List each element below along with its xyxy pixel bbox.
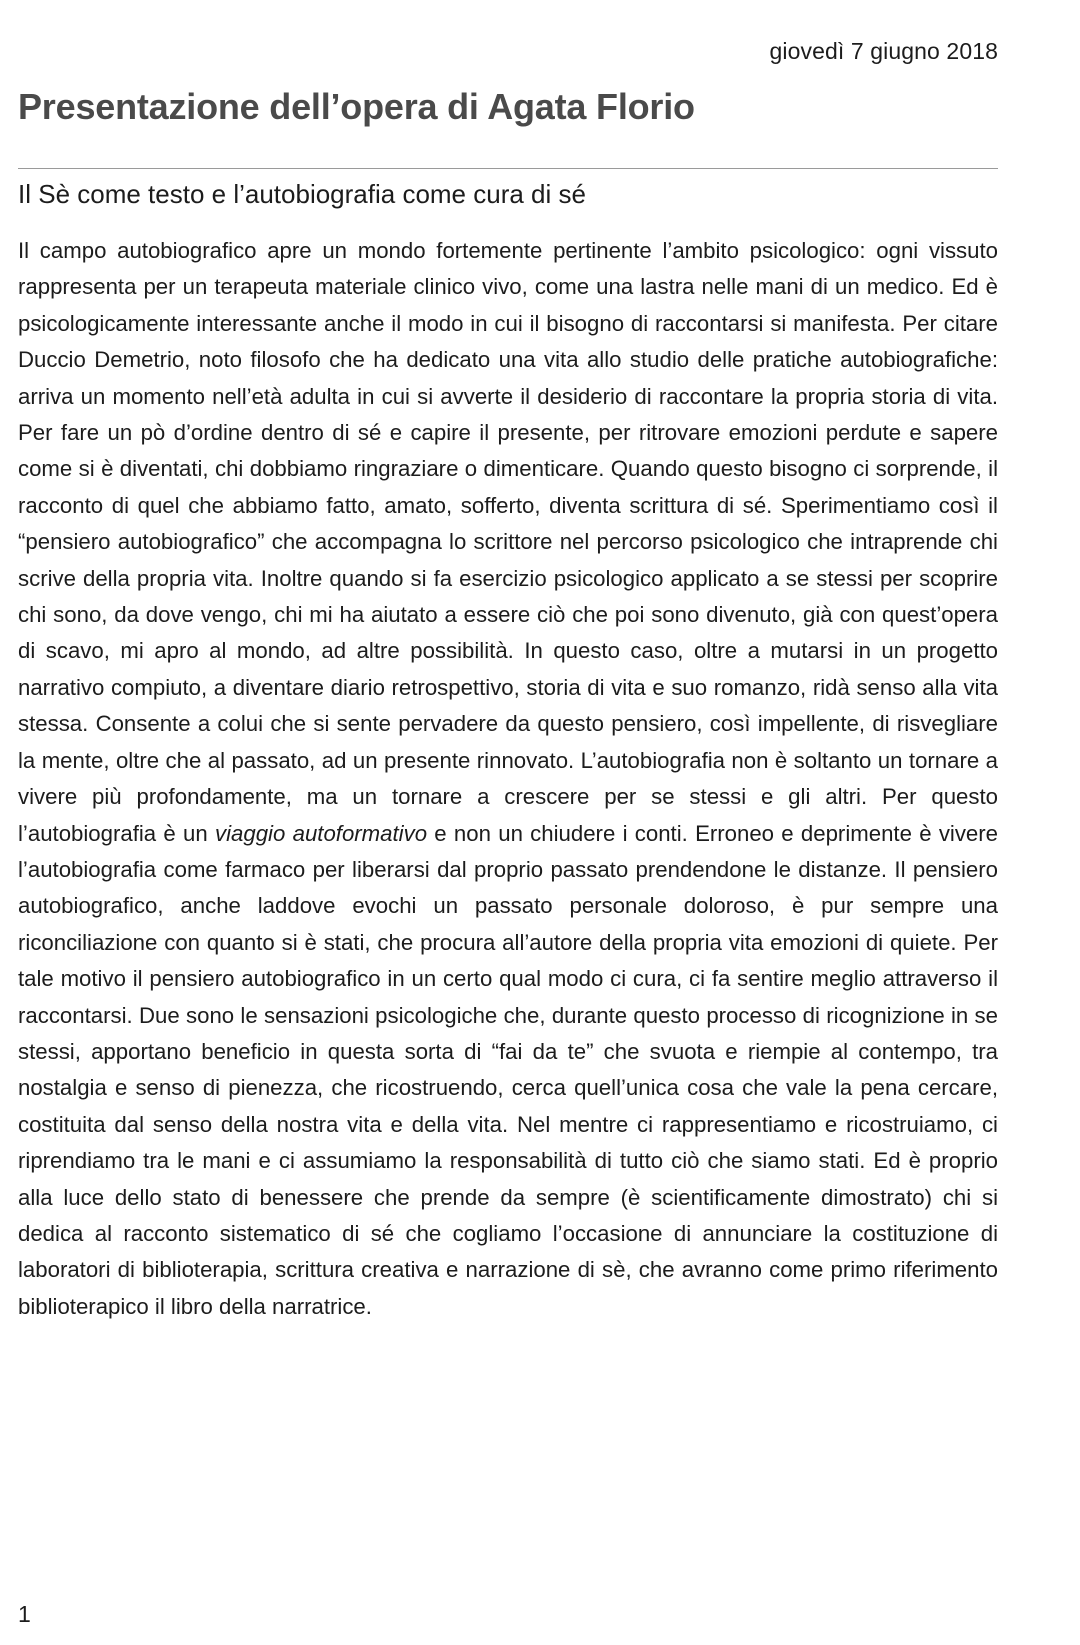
section-subtitle: Il Sè come testo e l’autobiografia come cura di sé bbox=[18, 179, 586, 209]
body-text-italic: viaggio autoformativo bbox=[215, 820, 428, 846]
document-date: giovedì 7 giugno 2018 bbox=[769, 38, 998, 64]
page-number: 1 bbox=[18, 1601, 31, 1627]
title-divider bbox=[18, 168, 998, 169]
body-text-part-1: Il campo autobiografico apre un mondo fortemente pertinente l’ambito psicologico: ogni vissuto rappresenta per un terapeuta materiale clinico vivo, come una lastra nelle mani di un medico. Ed è psicologicamente interessante anche il modo in cui il bisogno di raccontarsi si manifesta. Per citare Duccio Demetrio, noto filosofo che ha dedicato una vita allo studio delle pratiche autobiografiche: arriva un momento nell’età adulta in cui si avverte il desiderio di raccontare la propria storia di vita. Per fare un pò d’ordine dentro di sé e capire il presente, per ritrovare emozioni perdute e sapere come si è diventati, chi dobbiamo ringraziare o dimenticare. Quando questo bisogno ci sorprende, il racconto di quel che abbiamo fatto, amato, sofferto, diventa scrittura di sé. Sperimentiamo così il “pensiero autobiografico” che accompagna lo scrittore nel percorso psicologico che intraprende chi scrive della propria vita. Inoltre quando si fa esercizio psicologico applicato a se stessi per scoprire chi sono, da dove vengo, chi mi ha aiutato a essere ciò che poi sono divenuto, già con quest’opera di scavo, mi apro al mondo, ad altre possibilità. In questo caso, oltre a mutarsi in un progetto narrativo compiuto, a diventare diario retrospettivo, storia di vita e suo romanzo, ridà senso alla vita stessa. Consente a colui che si sente pervadere da questo pensiero, così impellente, di risvegliare la mente, oltre che al passato, ad un presente rinnovato. L’autobiografia non è soltanto un tornare a vivere più profondamente, ma un tornare a crescere per se stessi e gli altri. Per questo l’autobiografia è un bbox=[18, 238, 998, 846]
body-paragraph bbox=[18, 233, 998, 1325]
body-text-part-2: e non un chiudere i conti. Erroneo e deprimente è vivere l’autobiografia come farmaco per liberarsi dal proprio passato prendendone le distanze. Il pensiero autobiografico, anche laddove evochi un passato personale doloroso, è pur sempre una riconciliazione con quanto si è stati, che procura all’autore della propria vita emozioni di quiete. Per tale motivo il pensiero autobiografico in un certo qual modo ci cura, ci fa sentire meglio attraverso il raccontarsi. Due sono le sensazioni psicologiche che, durante questo processo di ricognizione in se stessi, apportano beneficio in questa sorta di “fai da te” che svuota e riempie al contempo, tra nostalgia e senso di pienezza, che ricostruendo, cerca quell’unica cosa che vale la pena cercare, costituita dal senso della nostra vita e della vita. Nel mentre ci rappresentiamo e ricostruiamo, ci riprendiamo tra le mani e ci assumiamo la responsabilità di tutto ciò che siamo stati. Ed è proprio alla luce dello stato di benessere che prende da sempre (è scientificamente dimostrato) chi si dedica al racconto sistematico di sé che cogliamo l’occasione di annunciare la costituzione di laboratori di biblioterapia, scrittura creativa e narrazione di sè, che avranno come primo riferimento biblioterapico il libro della narratrice. bbox=[18, 820, 998, 1319]
document-title: Presentazione dell’opera di Agata Florio bbox=[18, 86, 695, 127]
